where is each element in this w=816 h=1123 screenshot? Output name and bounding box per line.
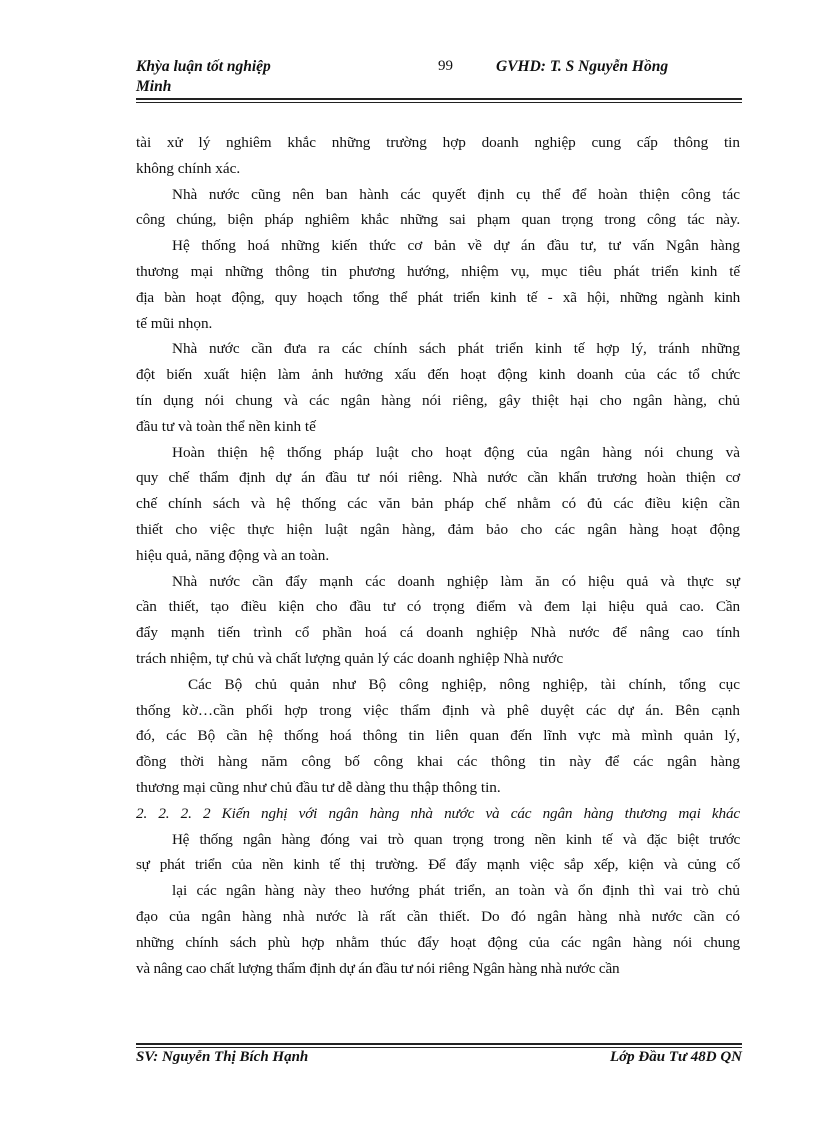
text-line: đầu tư và toàn thể nền kinh tế — [136, 417, 316, 435]
text-line: Nhà nước cũng nên ban hành các quyết định cụ thể để hoàn thiện công tác — [172, 185, 740, 203]
text-line: những chính sách phù hợp nhằm thúc đẩy hoạt động của các ngân hàng nói chung — [136, 933, 740, 951]
text-line: chế chính sách và hệ thống các văn bản pháp chế nhằm có đủ các điều kiện cần — [136, 495, 740, 513]
text-line: thống kờ…cần phối hợp trong việc thẩm định và phê duyệt các dự án. Bên cạnh — [136, 701, 740, 719]
text-line: Hệ thống ngân hàng đóng vai trò quan trọng trong nền kinh tế và đặc biệt trước — [172, 830, 740, 848]
page-footer — [136, 1049, 742, 1071]
text-line: đồng thời hàng năm công bố công khai các thông tin này để các ngân hàng — [136, 753, 740, 771]
text-line: Hệ thống hoá những kiến thức cơ bản về dự án đầu tư, tư vấn Ngân hàng — [172, 237, 740, 255]
text-line: lại các ngân hàng này theo hướng phát triển, an toàn và ổn định thì vai trò chủ — [172, 882, 740, 900]
page-body — [136, 130, 740, 981]
text-line: đột biến xuất hiện làm ảnh hưởng xấu đến hoạt động kinh doanh của các tổ chức — [136, 366, 740, 384]
text-line: tế mũi nhọn. — [136, 314, 213, 332]
text-line: trách nhiệm, tự chủ và chất lượng quản lý các doanh nghiệp Nhà nước — [136, 649, 564, 667]
supervisor-name: GVHD: T. S Nguyễn Hồng — [496, 58, 669, 75]
text-line: Nhà nước cần đẩy mạnh các doanh nghiệp làm ăn có hiệu quả và thực sự — [172, 572, 740, 590]
text-line: không chính xác. — [136, 159, 241, 177]
text-line: và nâng cao chất lượng thẩm định dự án đầu tư nói riêng Ngân hàng nhà nước cần — [136, 959, 620, 977]
thesis-title: Khỳa luận tốt nghiệp — [136, 58, 271, 75]
student-name: SV: Nguyễn Thị Bích Hạnh — [136, 1049, 309, 1065]
page-number: 99 — [438, 58, 453, 74]
text-line: quy chế thẩm định dự án đầu tư nói riêng. Nhà nước cần khẩn trương hoàn thiện cơ — [136, 469, 740, 487]
text-line: đạo của ngân hàng nhà nước là rất cần thiết. Do đó ngân hàng nhà nước cần có — [136, 907, 740, 925]
class-name: Lớp Đầu Tư 48D QN — [609, 1049, 742, 1065]
header-rule-thin — [136, 102, 742, 103]
text-line: Nhà nước cần đưa ra các chính sách phát triển kinh tế hợp lý, tránh những — [172, 340, 740, 358]
text-line: tài xử lý nghiêm khắc những trường hợp doanh nghiệp cung cấp thông tin — [136, 134, 740, 151]
text-line: công chúng, biện pháp nghiêm khắc những sai phạm quan trọng trong công tác này. — [136, 211, 740, 229]
supervisor-name-continuation: Minh — [136, 78, 172, 95]
footer-rule-thin — [136, 1047, 742, 1048]
text-line: thương mại những thông tin phương hướng, nhiệm vụ, mục tiêu phát triển kinh tế — [136, 262, 740, 280]
text-line: hiệu quả, năng động và an toàn. — [136, 546, 330, 564]
text-line: đó, các Bộ cần hệ thống hoá thông tin liên quan đến lĩnh vực mà mình quản lý, — [136, 727, 740, 745]
text-line: thiết cho việc thực hiện luật ngân hàng, đảm bảo cho các ngân hàng hoạt động — [136, 520, 740, 538]
text-line: cần thiết, tạo điều kiện cho đầu tư có trọng điểm và đem lại hiệu quả cao. Cần — [136, 598, 740, 616]
text-line: thương mại cũng như chủ đầu tư dễ dàng thu thập thông tin. — [136, 778, 501, 796]
text-line: sự phát triển của nền kinh tế thị trường. Để đẩy mạnh việc sắp xếp, kiện và củng cố — [136, 856, 740, 874]
text-line: Các Bộ chủ quản như Bộ công nghiệp, nông nghiệp, tài chính, tổng cục — [188, 675, 740, 693]
footer-rule — [136, 1043, 742, 1045]
text-line: địa bàn hoạt động, quy hoạch tổng thể phát triển kinh tế - xã hội, những ngành kinh — [136, 288, 740, 306]
text-line: Hoàn thiện hệ thống pháp luật cho hoạt động của ngân hàng nói chung và — [172, 443, 740, 461]
section-heading: 2. 2. 2. 2 Kiến nghị với ngân hàng nhà nước và các ngân hàng thương mại khác — [136, 804, 740, 822]
header-rule — [136, 98, 742, 100]
text-line: đẩy mạnh tiến trình cổ phần hoá cá doanh nghiệp Nhà nước để nâng cao tính — [136, 624, 740, 642]
page-header — [136, 58, 742, 98]
text-line: tín dụng nói chung và các ngân hàng nói riêng, gây thiệt hại cho ngân hàng, chủ — [136, 391, 740, 409]
